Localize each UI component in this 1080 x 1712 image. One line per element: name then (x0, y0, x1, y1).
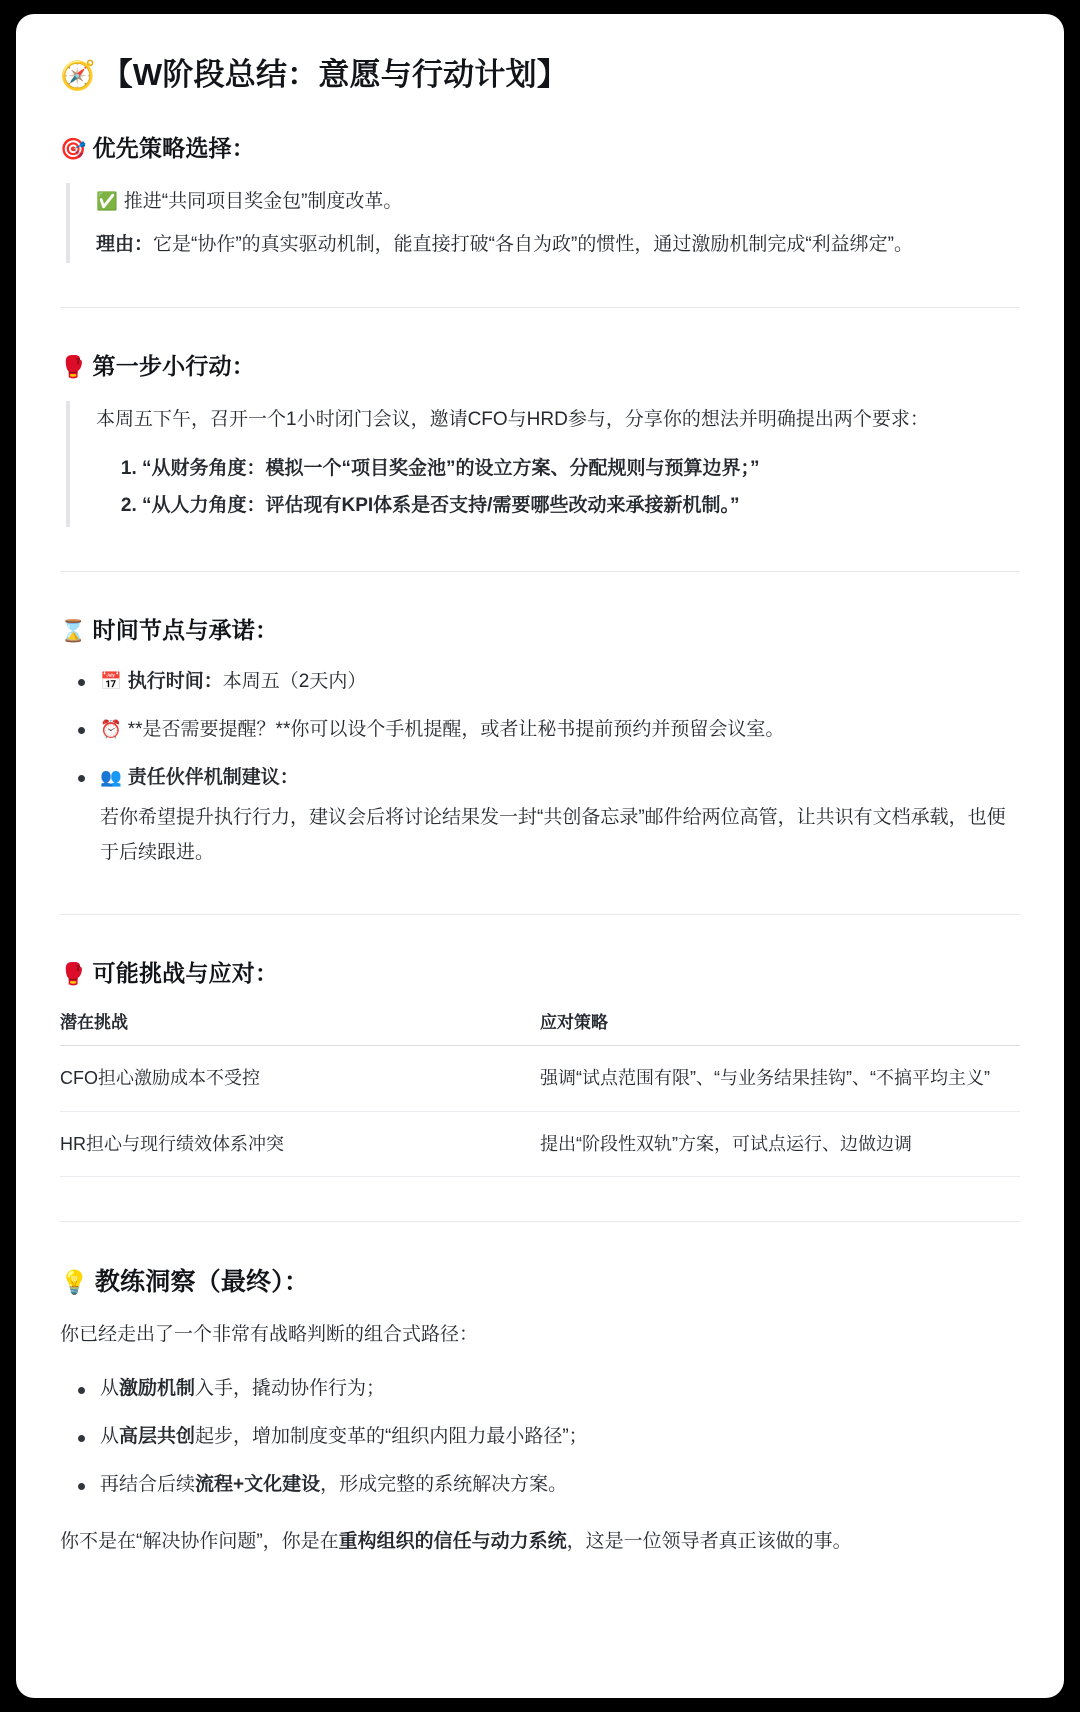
first-action-step-list (96, 451, 1020, 523)
insight-closing-prefix: 你不是在“解决协作问题”，你是在 (60, 1530, 339, 1552)
divider (60, 1221, 1020, 1222)
lightbulb-icon: 💡 (60, 1270, 89, 1297)
alarm-clock-icon: ⏰ (100, 720, 122, 741)
insight-point-bold: 高层共创 (119, 1425, 196, 1447)
priority-reason-text: 它是“协作”的真实驱动机制，能直接打破“各自为政”的惯性，通过激励机制完成“利益绑定”。 (153, 234, 913, 256)
priority-reason-label: 理由： (96, 234, 154, 256)
column-header-strategy: 应对策略 (540, 1008, 1020, 1046)
first-action-intro: 本周五下午，召开一个1小时闭门会议，邀请CFO与HRD参与，分享你的想法并明确提出两个要求： (96, 409, 929, 431)
challenges-table (60, 1008, 1020, 1178)
document-card (16, 14, 1064, 1698)
insight-intro: 你已经走出了一个非常有战略判断的组合式路径： (60, 1324, 479, 1346)
table-cell-challenge: HR担心与现行绩效体系冲突 (60, 1111, 540, 1177)
insight-point-bold: 流程+文化建设 (195, 1473, 321, 1495)
timeline-item-text: 若你希望提升执行行力，建议会后将讨论结果发一封“共创备忘录”邮件给两位高管，让共识有文档承载，也便于后续跟进。 (100, 807, 1006, 863)
list-item (100, 1419, 1020, 1455)
page-title (60, 54, 1020, 96)
section-heading-insight (60, 1262, 1020, 1298)
table-cell-strategy: 提出“阶段性双轨”方案，可试点运行、边做边调 (540, 1111, 1020, 1177)
section-heading-priority-text: 优先策略选择： (92, 134, 255, 161)
timeline-list (60, 665, 1020, 870)
list-item (100, 761, 1020, 870)
insight-list (60, 1371, 1020, 1503)
section-heading-timeline (60, 612, 1020, 645)
target-icon: 🎯 (60, 135, 87, 161)
insight-point-prefix: 再结合后续 (100, 1473, 196, 1495)
insight-point-prefix: 从 (100, 1377, 120, 1399)
list-item (100, 1467, 1020, 1503)
priority-reason-line (96, 228, 1020, 261)
section-heading-insight-text: 教练洞察（最终）： (94, 1268, 310, 1297)
first-action-quote-block (66, 401, 1020, 527)
divider (60, 307, 1020, 308)
table-header-row (60, 1008, 1020, 1046)
insight-point-suffix: 起步，增加制度变革的“组织内阻力最小路径”； (195, 1425, 588, 1447)
divider (60, 571, 1020, 572)
section-heading-first-action (60, 348, 1020, 381)
timeline-item-label: **是否需要提醒？** (127, 719, 291, 741)
priority-quote-block (66, 183, 1020, 264)
section-heading-first-action-text: 第一步小行动： (92, 353, 255, 380)
table-cell-strategy: 强调“试点范围有限”、“与业务结果挂钩”、“不搞平均主义” (540, 1045, 1020, 1111)
insight-closing (60, 1525, 1020, 1559)
insight-point-suffix: 入手，撬动协作行为； (195, 1377, 386, 1399)
timeline-item-label: 执行时间： (127, 670, 223, 692)
section-heading-priority (60, 130, 1020, 163)
list-item (100, 1371, 1020, 1407)
people-icon: 👥 (100, 768, 122, 789)
insight-point-prefix: 从 (100, 1425, 120, 1447)
list-item (100, 665, 1020, 699)
column-header-challenge: 潜在挑战 (60, 1008, 540, 1046)
insight-point-bold: 激励机制 (119, 1377, 196, 1399)
insight-closing-bold: 重构组织的信任与动力系统 (338, 1530, 567, 1552)
table-row (60, 1045, 1020, 1111)
hourglass-icon: ⌛ (60, 617, 87, 643)
section-heading-challenges-text: 可能挑战与应对： (92, 959, 279, 986)
priority-choice-text: 推进“共同项目奖金包”制度改革。 (123, 190, 403, 212)
timeline-item-text: 本周五（2天内） (222, 670, 367, 692)
compass-icon: 🧭 (60, 59, 96, 92)
insight-closing-suffix: ，这是一位领导者真正该做的事。 (566, 1530, 852, 1552)
page-title-text: 【W阶段总结：意愿与行动计划】 (101, 57, 568, 92)
check-icon: ✅ (96, 191, 118, 212)
insight-point-suffix: ，形成完整的系统解决方案。 (320, 1473, 568, 1495)
calendar-icon: 📅 (100, 671, 122, 692)
list-item: 2. “从人力角度：评估现有KPI体系是否支持/需要哪些改动来承接新机制。” (142, 488, 1020, 523)
document-body (16, 14, 1064, 1575)
table-cell-challenge: CFO担心激励成本不受控 (60, 1045, 540, 1111)
priority-choice-line (96, 185, 1020, 218)
list-item (100, 713, 1020, 747)
list-item: 1. “从财务角度：模拟一个“项目奖金池”的设立方案、分配规则与预算边界；” (142, 451, 1020, 486)
section-heading-timeline-text: 时间节点与承诺： (92, 616, 279, 643)
boxing-glove-icon: 🥊 (60, 354, 87, 380)
timeline-item-label: 责任伙伴机制建议： (127, 767, 299, 789)
divider (60, 914, 1020, 915)
section-heading-challenges (60, 955, 1020, 988)
boxing-glove-icon: 🥊 (60, 960, 87, 986)
table-row (60, 1111, 1020, 1177)
timeline-item-text: 你可以设个手机提醒，或者让秘书提前预约并预留会议室。 (290, 719, 785, 741)
